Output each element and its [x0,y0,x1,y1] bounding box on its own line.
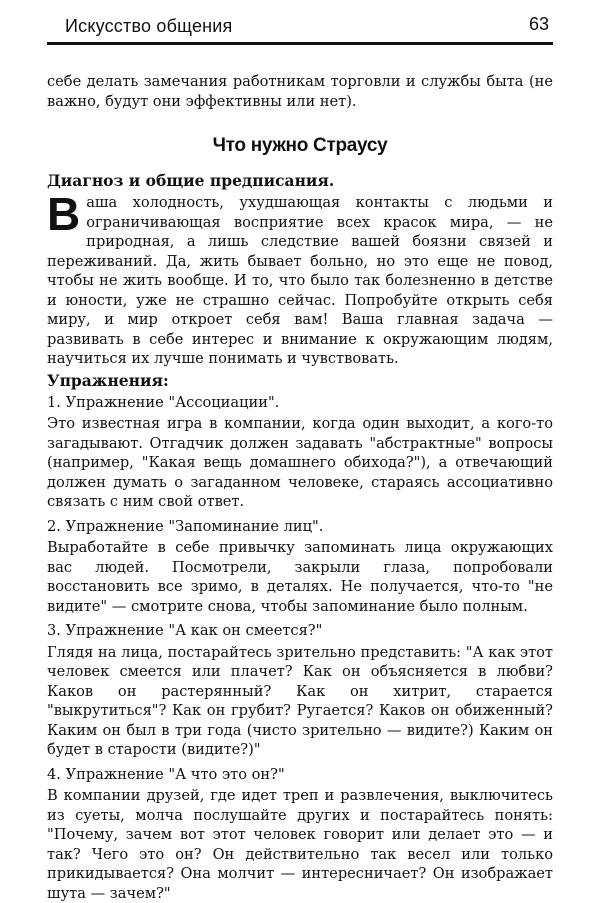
diagnosis-heading: Диагноз и общие предписания. [47,171,335,190]
exercise-text: Выработайте в себе привычку запоминать лица окружающих вас людей. Посмотрели, закрыли глаза, попробовали восстановить все зримо, в деталях. Не получается, что-то "не видите" — смотрите снова, чтобы запоминание было полным. [47,539,553,615]
exercise-title: 1. Упражнение "Ассоциации". [47,393,280,411]
section-title: Что нужно Страусу [212,135,388,156]
exercise-text: Глядя на лица, постарайтесь зрительно представить: "А как этот человек смеется или плачет? Как он объясняется в любви? Каков он растерянный? Как он хитрит, старается "выкрутиться"? Как он грубит? Ругается? Каков он обиженный? Каким он был в три года (чисто зрительно — видите?) Каким он будет в старости (видите?)" [47,643,553,758]
running-header [47,14,553,45]
page-body [47,72,553,903]
drop-cap: В [47,188,81,240]
diagnosis-text: аша холодность, ухудшающая контакты с людьми и ограничивающая восприятие всех красок мира, — не природная, а лишь следствие вашей боязни связей и переживаний. Да, жить бывает больно, но это еще не повод, чтобы не жить вообще. И то, что было так болезненно в детстве и юности, уже не страшно сейчас. Попробуйте открыть себя миру, и мир откроет себя вам! Ваша главная задача — развивать в себе интерес и внимание к окружающим людям, научиться их лучше понимать и чувствовать. [47,194,553,367]
exercise-text: Это известная игра в компании, когда один выходит, а кого-то загадывают. Отгадчик должен задавать "абстрактные" вопросы (например, "Какая вещь домашнего обихода?"), а отвечающий должен думать о загаданном человеке, стараясь ассоциативно связать с ним свой ответ. [47,415,553,510]
diagnosis-paragraph [47,188,553,369]
page-number: 63 [528,14,549,34]
exercise-title: 2. Упражнение "Запоминание лиц". [47,517,324,535]
exercise-title: 4. Упражнение "А что это он?" [47,765,285,783]
exercises-heading: Упражнения: [47,370,169,390]
intro-paragraph: себе делать замечания работникам торговли и службы быта (не важно, будут они эффективны или нет). [47,73,553,110]
running-title: Искусство общения [65,16,233,36]
exercise-title: 3. Упражнение "А как он смеется?" [47,622,323,639]
exercise-text: В компании друзей, где идет треп и развлечения, выключитесь из суеты, молча послушайте других и постарайтесь понять: "Почему, зачем вот этот человек говорит или делает это — и так? Чего это он? Он действительно так весел или только прикидывается? Она молчит — интересничает? Он изображает шута — зачем?" [47,787,553,902]
